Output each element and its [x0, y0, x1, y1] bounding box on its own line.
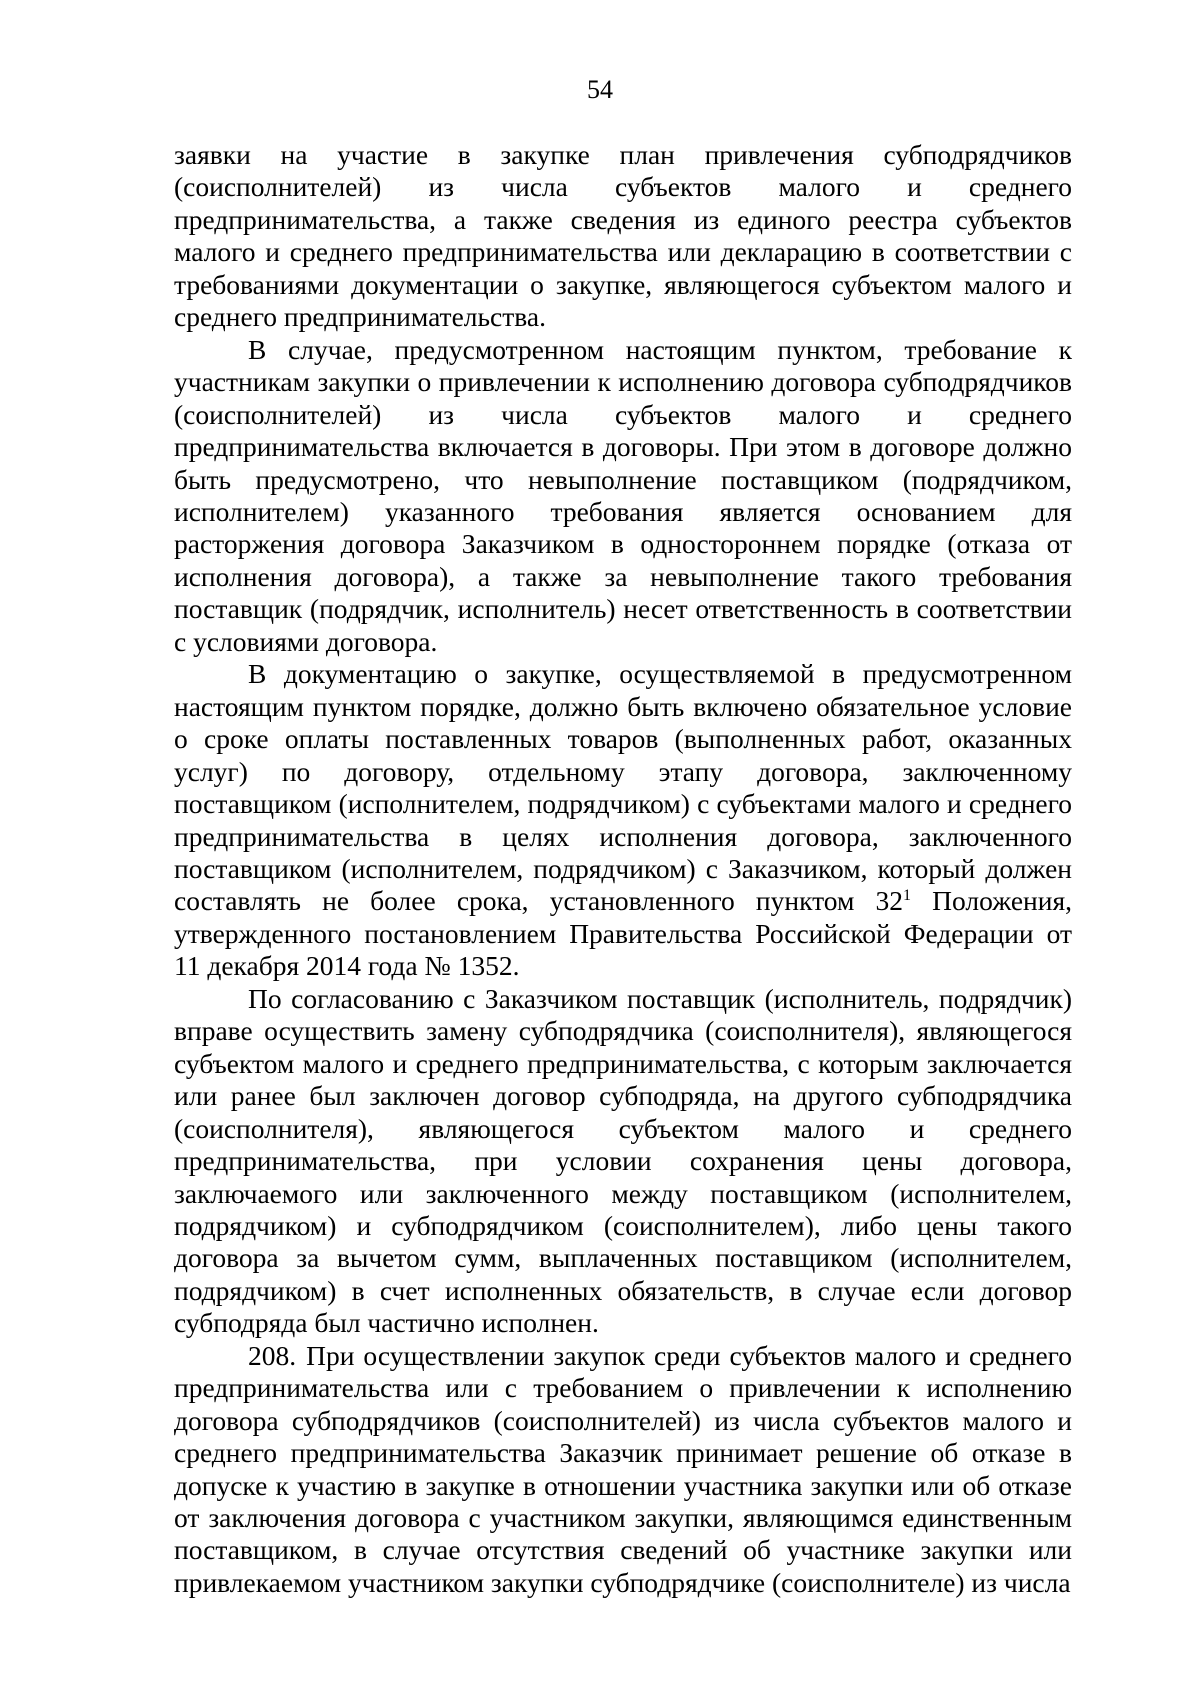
document-body: [174, 139, 1072, 1599]
clause-number: 208.: [248, 1339, 297, 1371]
paragraph-continuation: заявки на участие в закупке план привлечения субподрядчиков (соисполнителей) из числа субъектов малого и среднего предпринимательства, а также сведения из единого реестра субъектов малого и среднего предпринимательства или декларацию в соответствии с требованиями документации о закупке, являющегося субъектом малого и среднего предпринимательства.: [174, 139, 1072, 333]
paragraph-payment-term: [174, 658, 1072, 983]
clause-superscript: 1: [903, 887, 912, 905]
paragraph-payment-term-text: В документацию о закупке, осуществляемой в предусмотренном настоящим пунктом порядке, должно быть включено обязательное условие о сроке оплаты поставленных товаров (выполненных работ, оказанных услуг) по договору, отдельному этапу договора, заключенному поставщиком (исполнителем, подрядчиком) с субъектами малого и среднего предпринимательства в целях исполнения договора, заключенного поставщиком (исполнителем, подрядчиком) с Заказчиком, который должен составлять не более срока, установленного пунктом 32: [174, 658, 1072, 917]
clause-208-text: При осуществлении закупок среди субъектов малого и среднего предпринимательства или с требованием о привлечении к исполнению договора субподрядчиков (соисполнителей) из числа субъектов малого и среднего предпринимательства Заказчик принимает решение об отказе в допуске к участию в закупке в отношении участника закупки или об отказе от заключения договора с участником закупки, являющимся единственным поставщиком, в случае отсутствия сведений об участнике закупки или привлекаемом участником закупки субподрядчике (соисполнителе) из числа: [174, 1339, 1072, 1598]
page-number: 54: [587, 75, 613, 104]
paragraph-subcontractor-requirement: В случае, предусмотренном настоящим пунктом, требование к участникам закупки о привлечении к исполнению договора субподрядчиков (соисполнителей) из числа субъектов малого и среднего предпринимательства включается в договоры. При этом в договоре должно быть предусмотрено, что невыполнение поставщиком (подрядчиком, исполнителем) указанного требования является основанием для расторжения договора Заказчиком в одностороннем порядке (отказа от исполнения договора), а также за невыполнение такого требования поставщик (подрядчик, исполнитель) несет ответственность в соответствии с условиями договора.: [174, 333, 1072, 657]
paragraph-clause-208: [174, 1340, 1072, 1600]
paragraph-subcontractor-replacement: По согласованию с Заказчиком поставщик (исполнитель, подрядчик) вправе осуществить замену субподрядчика (соисполнителя), являющегося субъектом малого и среднего предпринимательства, с которым заключается или ранее был заключен договор субподряда, на другого субподрядчика (соисполнителя), являющегося субъектом малого и среднего предпринимательства, при условии сохранения цены договора, заключаемого или заключенного между поставщиком (исполнителем, подрядчиком) и субподрядчиком (соисполнителем), либо цены такого договора за вычетом сумм, выплаченных поставщиком (исполнителем, подрядчиком) в счет исполненных обязательств, в случае если договор субподряда был частично исполнен.: [174, 982, 1072, 1339]
paragraph-payment-term-text-end: Положения, утвержденного постановлением Правительства Российской Федерации от 11 декабря 2014 года № 1352.: [174, 885, 1072, 982]
